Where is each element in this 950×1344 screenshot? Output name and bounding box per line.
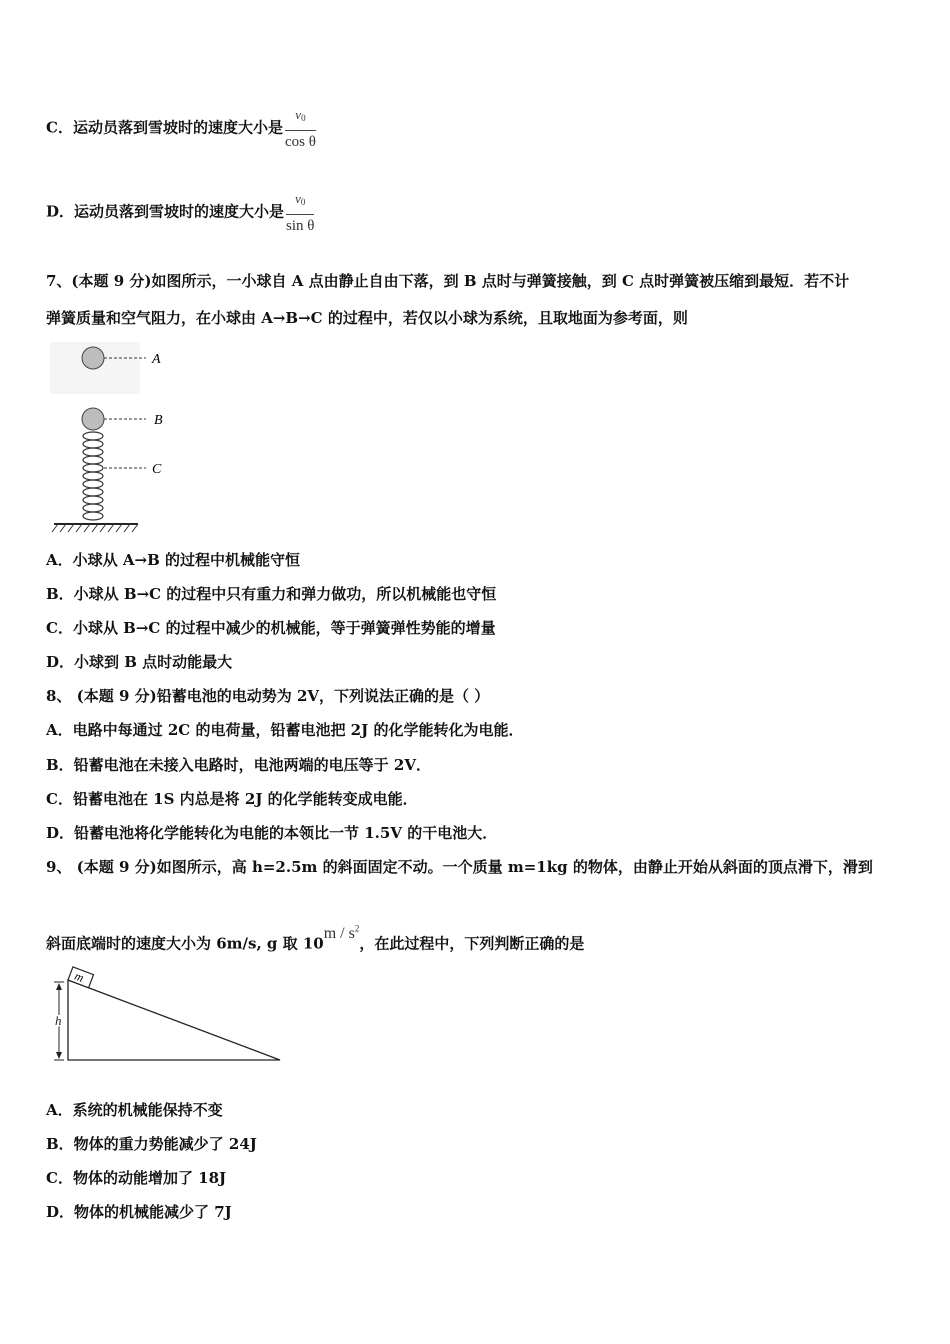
q9-stem-line-1: 9、 (本题 9 分)如图所示，高 h=2.5m 的斜面固定不动。一个质量 m=1kg 的物体，由静止开始从斜面的顶点滑下，滑到 [46,858,873,876]
q8-option-c[interactable]: C．铅蓄电池在 1S 内总是将 2J 的化学能转变成电能． [46,790,418,808]
q7-option-b[interactable]: B．小球从 B→C 的过程中只有重力和弹力做功，所以机械能也守恒 [46,585,497,603]
label-h: h [55,1013,62,1028]
q7-option-a[interactable]: A．小球从 A→B 的过程中机械能守恒 [46,551,300,569]
q6-option-c[interactable] [46,105,316,152]
q9-option-a[interactable]: A．系统的机械能保持不变 [46,1101,223,1119]
spring [83,432,103,520]
formula-v0-over-cos: $\frac{v0}{\text{cos θ}}$ [284,107,316,150]
q7-option-c[interactable]: C．小球从 B→C 的过程中减少的机械能，等于弹簧弹性势能的增量 [46,619,496,637]
q8-stem: 8、 (本题 9 分)铅蓄电池的电动势为 2V，下列说法正确的是（ ） [46,687,490,705]
q6-option-d[interactable] [46,189,314,236]
q8-option-b[interactable]: B．铅蓄电池在未接入电路时，电池两端的电压等于 2V． [46,756,431,774]
ground-hatch [52,524,138,532]
q9-option-c[interactable]: C．物体的动能增加了 18J [46,1169,227,1187]
spring-ball-figure [46,336,186,536]
label-m: m [72,968,86,985]
q9-stem-line-2-start: 斜面底端时的速度大小为 6m/s, g 取 10 [46,934,324,953]
unit-m-per-s2: m / $s^2$ [323,924,360,943]
q9-stem-line-2-end: ，在此过程中，下列判断正确的是 [359,934,585,953]
q9-option-d[interactable]: D．物体的机械能减少了 7J [46,1203,232,1221]
height-arrow-up [56,983,62,990]
block-m [68,967,94,988]
q9-stem-line-2 [46,919,584,953]
label-a: A [152,352,161,367]
q7-option-d[interactable]: D．小球到 B 点时动能最大 [46,653,233,671]
q7-stem-line-1: 7、(本题 9 分)如图所示，一小球自 A 点由静止自由下落，到 B 点时与弹簧接触，到 C 点时弹簧被压缩到最短．若不计 [46,272,850,290]
label-b: B [154,413,163,428]
q9-option-b[interactable]: B．物体的重力势能减少了 24J [46,1135,257,1153]
incline-figure [46,964,296,1068]
height-arrow-down [56,1052,62,1059]
ball-at-b [82,408,104,430]
incline-triangle [68,980,280,1060]
formula-v0-over-sin: $\frac{v0}{\text{sin θ}}$ [286,191,315,234]
q6-option-c-text: C．运动员落到雪坡时的速度大小是 [46,118,283,137]
formula-cos-theta: cos θ [284,134,316,150]
q7-stem-line-2: 弹簧质量和空气阻力，在小球由 A→B→C 的过程中，若仅以小球为系统，且取地面为参考面，则 [46,309,688,327]
ball-at-a [82,347,104,369]
formula-sin-theta: sin θ [286,218,315,234]
label-c: C [152,462,162,477]
q6-option-d-text: D．运动员落到雪坡时的速度大小是 [46,202,285,221]
q8-option-a[interactable]: A．电路中每通过 2C 的电荷量，铅蓄电池把 2J 的化学能转化为电能． [46,721,524,739]
q8-option-d[interactable]: D．铅蓄电池将化学能转化为电能的本领比一节 1.5V 的干电池大． [46,824,498,842]
